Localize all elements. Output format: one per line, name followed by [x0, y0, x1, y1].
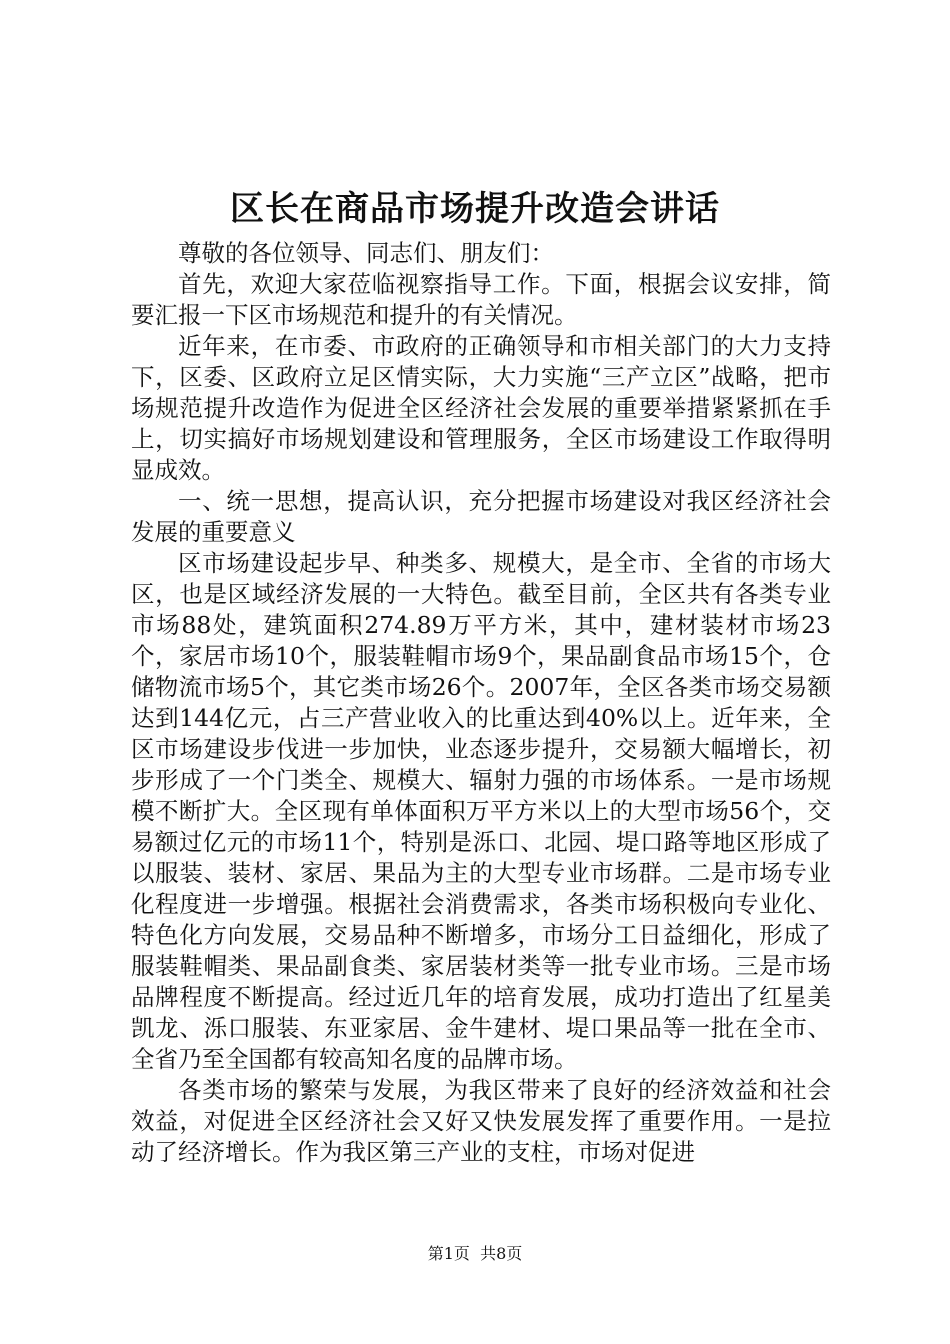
document-body	[131, 238, 831, 1168]
salutation-paragraph: 尊敬的各位领导、同志们、朋友们：	[178, 239, 554, 267]
body-paragraph: 各类市场的繁荣与发展，为我区带来了良好的经济效益和社会效益，对促进全区经济社会又好又快发展发挥了重要作用。一是拉动了经济增长。作为我区第三产业的支柱，市场对促进	[131, 1076, 831, 1166]
section-heading: 一、统一思想，提高认识，充分把握市场建设对我区经济社会发展的重要意义	[131, 487, 831, 546]
body-paragraph: 区市场建设起步早、种类多、规模大，是全市、全省的市场大区，也是区域经济发展的一大特色。截至目前，全区共有各类专业市场88处，建筑面积274.89万平方米，其中，建材装材市场23个，家居市场10个，服装鞋帽市场9个，果品副食品市场15个，仓储物流市场5个，其它类市场26个。2007年，全区各类市场交易额达到144亿元，占三产营业收入的比重达到40%以上。近年来，全区市场建设步伐进一步加快，业态逐步提升，交易额大幅增长，初步形成了一个门类全、规模大、辐射力强的市场体系。一是市场规模不断扩大。全区现有单体面积万平方米以上的大型市场56个，交易额过亿元的市场11个，特别是泺口、北园、堤口路等地区形成了以服装、装材、家居、果品为主的大型专业市场群。二是市场专业化程度进一步增强。根据社会消费需求，各类市场积极向专业化、特色化方向发展，交易品种不断增多，市场分工日益细化，形成了服装鞋帽类、果品副食类、家居装材类等一批专业市场。三是市场品牌程度不断提高。经过近几年的培育发展，成功打造出了红星美凯龙、泺口服装、东亚家居、金牛建材、堤口果品等一批在全市、全省乃至全国都有较高知名度的品牌市场。	[131, 549, 831, 1073]
page-footer: 第1页 共8页	[427, 1244, 523, 1263]
document-title: 区长在商品市场提升改造会讲话	[230, 189, 720, 229]
body-paragraph: 近年来，在市委、市政府的正确领导和市相关部门的大力支持下，区委、区政府立足区情实际，大力实施“三产立区”战略，把市场规范提升改造作为促进全区经济社会发展的重要举措紧紧抓在手上，切实搞好市场规划建设和管理服务，全区市场建设工作取得明显成效。	[131, 332, 831, 484]
body-paragraph: 首先，欢迎大家莅临视察指导工作。下面，根据会议安排，简要汇报一下区市场规范和提升的有关情况。	[131, 270, 831, 329]
